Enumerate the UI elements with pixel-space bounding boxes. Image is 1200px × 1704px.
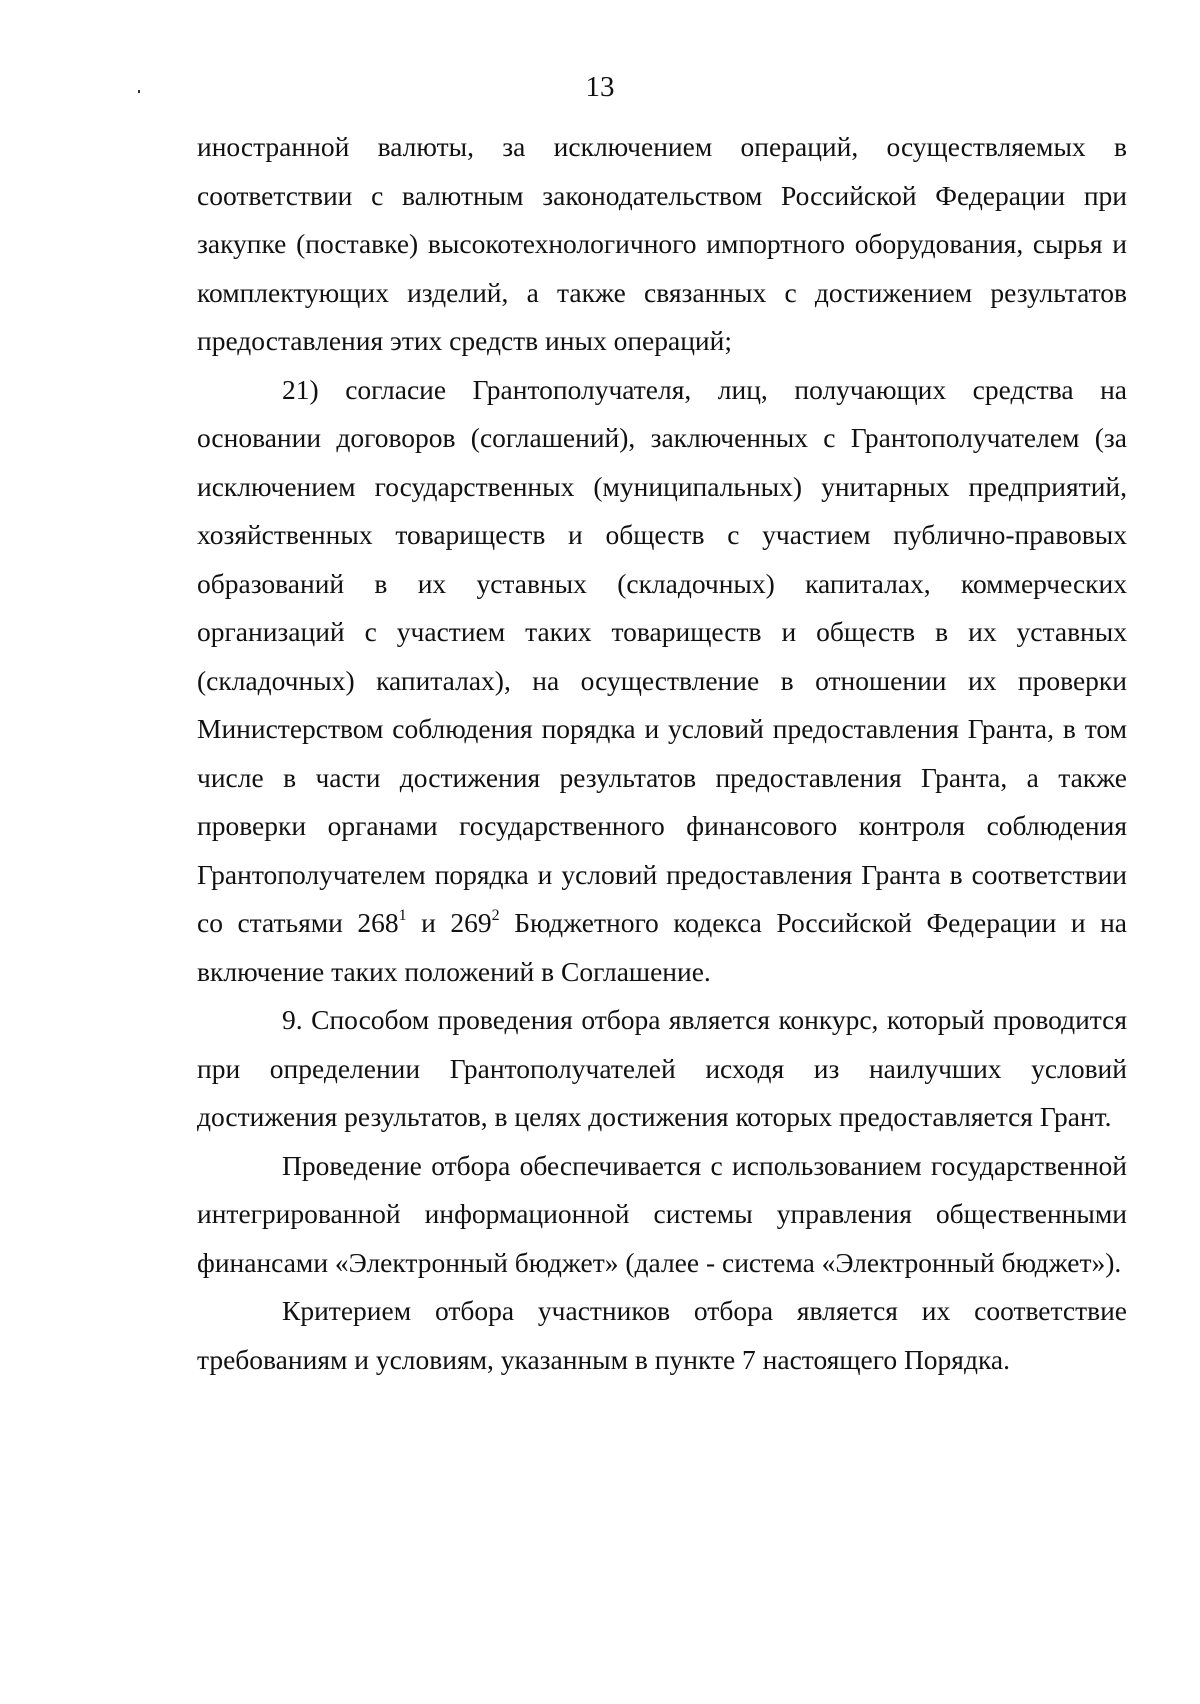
paragraph-text: Бюджетного кодекса Российской Федерации и на включение таких положений в Соглашение. <box>197 907 1128 987</box>
document-body <box>197 123 1127 1384</box>
paragraph-selection-procedure: Проведение отбора обеспечивается с использованием государственной интегрированной информационной системы управления общественными финансами «Электронный бюджет» (далее - система «Электронный бюджет»). <box>197 1149 1127 1278</box>
paragraph-text: и 269 <box>406 907 492 938</box>
page-number: 13 <box>585 71 615 103</box>
paragraph-continuation: иностранной валюты, за исключением операций, осуществляемых в соответствии с валютным законодательством Российской Федерации при закупке (поставке) высокотехнологичного импортного оборудования, сырья и комплектующих изделий, а также связанных с достижением результатов предоставления этих средств иных операций; <box>197 131 1127 356</box>
paragraph-text: 21) согласие Грантополучателя, лиц, получающих средства на основании договоров (соглашений), заключенных с Грантополучателем (за исключением государственных (муниципальных) унитарных предприятий, хозяйственных товариществ и обществ с участием публично-правовых образований в их уставных (складочных) капиталах, коммерческих организаций с участием таких товариществ и обществ в их уставных (складочных) капиталах), на осуществление в отношении их проверки Министерством соблюдения порядка и условий предоставления Гранта, в том числе в части достижения результатов предоставления Гранта, а также проверки органами государственного финансового контроля соблюдения Грантополучателем порядка и условий предоставления Гранта в соответствии со статьями 268 <box>197 373 1127 938</box>
paragraph-selection-criterion: Критерием отбора участников отбора является их соответствие требованиям и условиям, указанным в пункте 7 настоящего Порядка. <box>197 1295 1127 1375</box>
superscript: 2 <box>491 907 500 924</box>
paragraph-item-21 <box>197 366 1127 997</box>
paragraph-section-9: 9. Способом проведения отбора является конкурс, который проводится при определении Грантополучателей исходя из наилучших условий достижения результатов, в целях достижения которых предоставляется Грант. <box>197 1004 1127 1132</box>
superscript: 1 <box>398 907 407 924</box>
